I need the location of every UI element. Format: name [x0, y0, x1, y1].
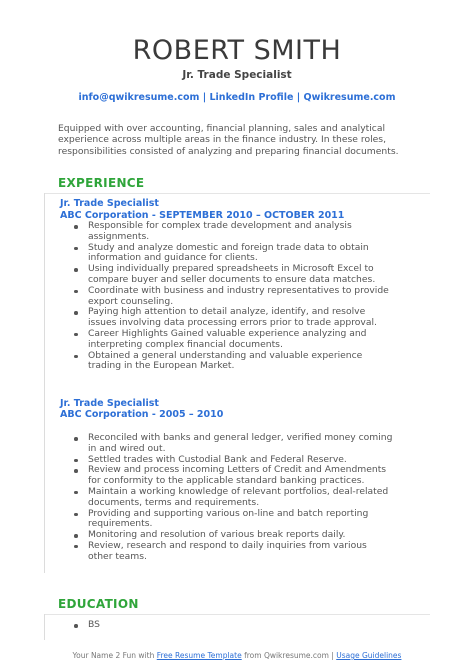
list-item: Review, research and respond to daily inquiries from various other teams.	[74, 541, 394, 563]
template-link[interactable]: Free Resume Template	[156, 651, 242, 660]
list-item: Using individually prepared spreadsheets in Microsoft Excel to compare buyer and seller documents to ensure data matches.	[74, 264, 394, 286]
list-item: Career Highlights Gained valuable experience analyzing and interpreting complex financial documents.	[74, 329, 394, 351]
job-title: Jr. Trade Specialist	[60, 398, 159, 409]
candidate-title: Jr. Trade Specialist	[182, 69, 292, 81]
summary-paragraph: Equipped with over accounting, financial planning, sales and analytical experience across multiple areas in the finance industry. In these roles, responsibilities consisted of analyzing and preparing financial documents.	[58, 123, 399, 157]
job-title: Jr. Trade Specialist	[60, 198, 159, 209]
job-company-dates: ABC Corporation - 2005 – 2010	[60, 409, 224, 420]
section-side-rule	[44, 614, 45, 640]
footer-page: 2	[115, 651, 121, 660]
list-item: Coordinate with business and industry representatives to provide export counseling.	[74, 286, 394, 308]
section-divider	[44, 193, 430, 194]
job-company-dates: ABC Corporation - SEPTEMBER 2010 – OCTOBER 2011	[60, 210, 345, 221]
contact-separator: |	[199, 92, 210, 103]
list-item: Responsible for complex trade development and analysis assignments.	[74, 221, 394, 243]
list-item: Review and process incoming Letters of Credit and Amendments for conformity to the applicable standard banking practices.	[74, 465, 394, 487]
candidate-name: ROBERT SMITH	[132, 35, 342, 66]
education-list	[74, 620, 394, 631]
contact-separator: |	[293, 92, 304, 103]
section-side-rule	[44, 193, 45, 573]
linkedin-link[interactable]: LinkedIn Profile	[209, 92, 294, 103]
footer-text-after: from Qwikresume.com |	[241, 651, 337, 660]
list-item: Obtained a general understanding and valuable experience trading in the European Market.	[74, 351, 394, 373]
list-item: BS	[74, 620, 394, 631]
list-item: Maintain a working knowledge of relevant portfolios, deal-related documents, terms and requirements.	[74, 487, 394, 509]
list-item: Settled trades with Custodial Bank and Federal Reserve.	[74, 455, 394, 466]
list-item: Study and analyze domestic and foreign trade data to obtain information and guidance for clients.	[74, 243, 394, 265]
email-link[interactable]: info@qwikresume.com	[78, 92, 200, 103]
list-item: Providing and supporting various on-line and batch reporting requirements.	[74, 509, 394, 531]
education-heading: EDUCATION	[58, 597, 139, 611]
list-item: Paying high attention to detail analyze, identify, and resolve issues involving data processing errors prior to trade approval.	[74, 307, 394, 329]
usage-guidelines-link[interactable]: Usage Guidelines	[336, 651, 402, 660]
website-link[interactable]: Qwikresume.com	[303, 92, 396, 103]
job-bullets	[74, 221, 394, 372]
page-footer	[0, 651, 474, 660]
footer-prefix: Your Name	[72, 651, 114, 660]
footer-text-before: Fun with	[122, 651, 157, 660]
section-divider	[44, 614, 430, 615]
contact-line	[0, 92, 474, 103]
list-item: Reconciled with banks and general ledger, verified money coming in and wired out.	[74, 433, 394, 455]
list-item: Monitoring and resolution of various break reports daily.	[74, 530, 394, 541]
experience-heading: EXPERIENCE	[58, 176, 145, 190]
job-bullets	[74, 433, 394, 563]
